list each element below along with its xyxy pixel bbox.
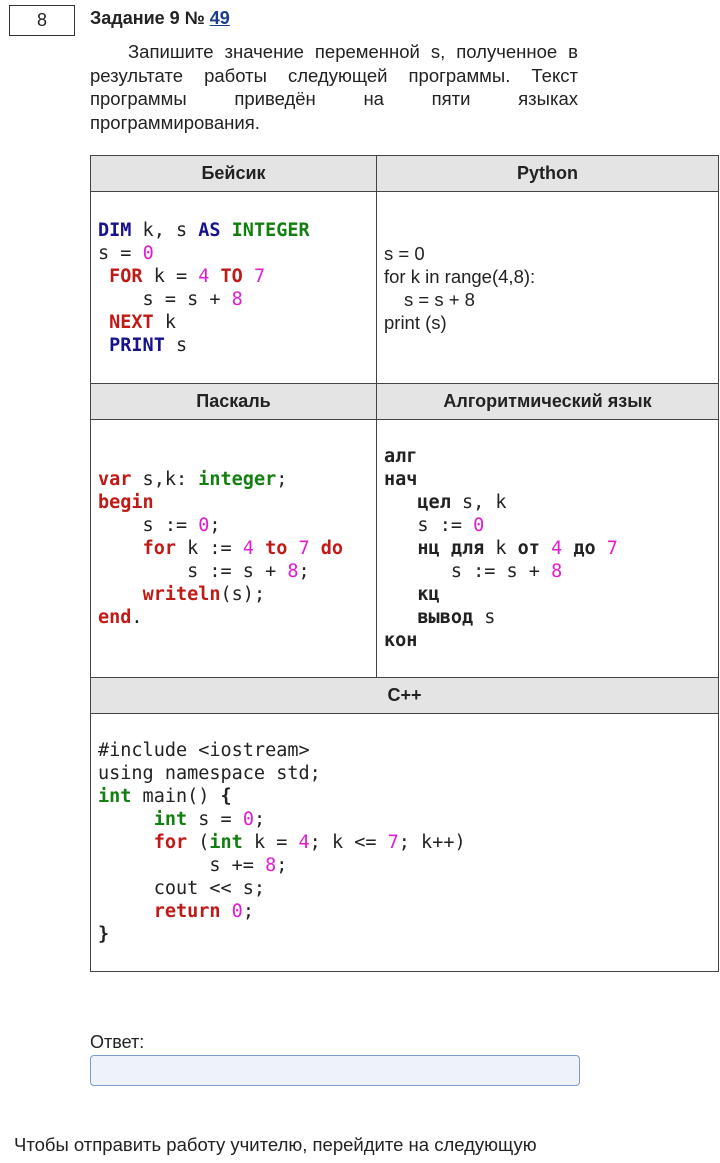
python-line: s = s + 8 bbox=[404, 288, 475, 310]
pascal-code-cell bbox=[91, 420, 377, 678]
task-number-box: 8 bbox=[9, 5, 75, 36]
python-line: s = 0 bbox=[384, 242, 425, 264]
python-line: print (s) bbox=[384, 311, 447, 333]
code-table bbox=[90, 155, 719, 972]
task-id-link[interactable]: 49 bbox=[209, 8, 230, 28]
header-basic: Бейсик bbox=[91, 156, 377, 192]
algo-code: алг нач цел s, k s := 0 нц для k от 4 до 7 s := s + 8 кц вывод s кон bbox=[384, 446, 618, 651]
answer-input[interactable] bbox=[90, 1055, 580, 1086]
task-title bbox=[90, 8, 230, 29]
task-description: Запишите значение переменной s, полученное в результате работы следующей программы. Текст программы приведён на пяти языках программирования. bbox=[90, 41, 578, 133]
header-algo: Алгоритмический язык bbox=[377, 384, 719, 420]
cpp-code: #include <iostream> using namespace std; int main() { int s = 0; for (int k = 4; k <= 7; k++) s += 8; cout << s; return 0; } bbox=[98, 740, 466, 945]
cpp-code-cell bbox=[91, 714, 719, 972]
footer-instruction: Чтобы отправить работу учителю, перейдите на следующую bbox=[14, 1134, 537, 1155]
pascal-code: var s,k: integer; begin s := 0; for k := 4 to 7 do s := s + 8; writeln(s); end. bbox=[98, 469, 344, 628]
header-python: Python bbox=[377, 156, 719, 192]
basic-code-cell bbox=[91, 192, 377, 384]
basic-code: DIM k, s AS INTEGER s = 0 FOR k = 4 TO 7 s = s + 8 NEXT k PRINT s bbox=[98, 219, 310, 356]
header-cpp: C++ bbox=[91, 678, 719, 714]
header-pascal: Паскаль bbox=[91, 384, 377, 420]
python-code-cell bbox=[377, 192, 719, 384]
task-title-text: Задание 9 № bbox=[90, 8, 210, 28]
python-line: for k in range(4,8): bbox=[384, 265, 536, 287]
answer-label: Ответ: bbox=[90, 1032, 145, 1052]
algo-code-cell bbox=[377, 420, 719, 678]
